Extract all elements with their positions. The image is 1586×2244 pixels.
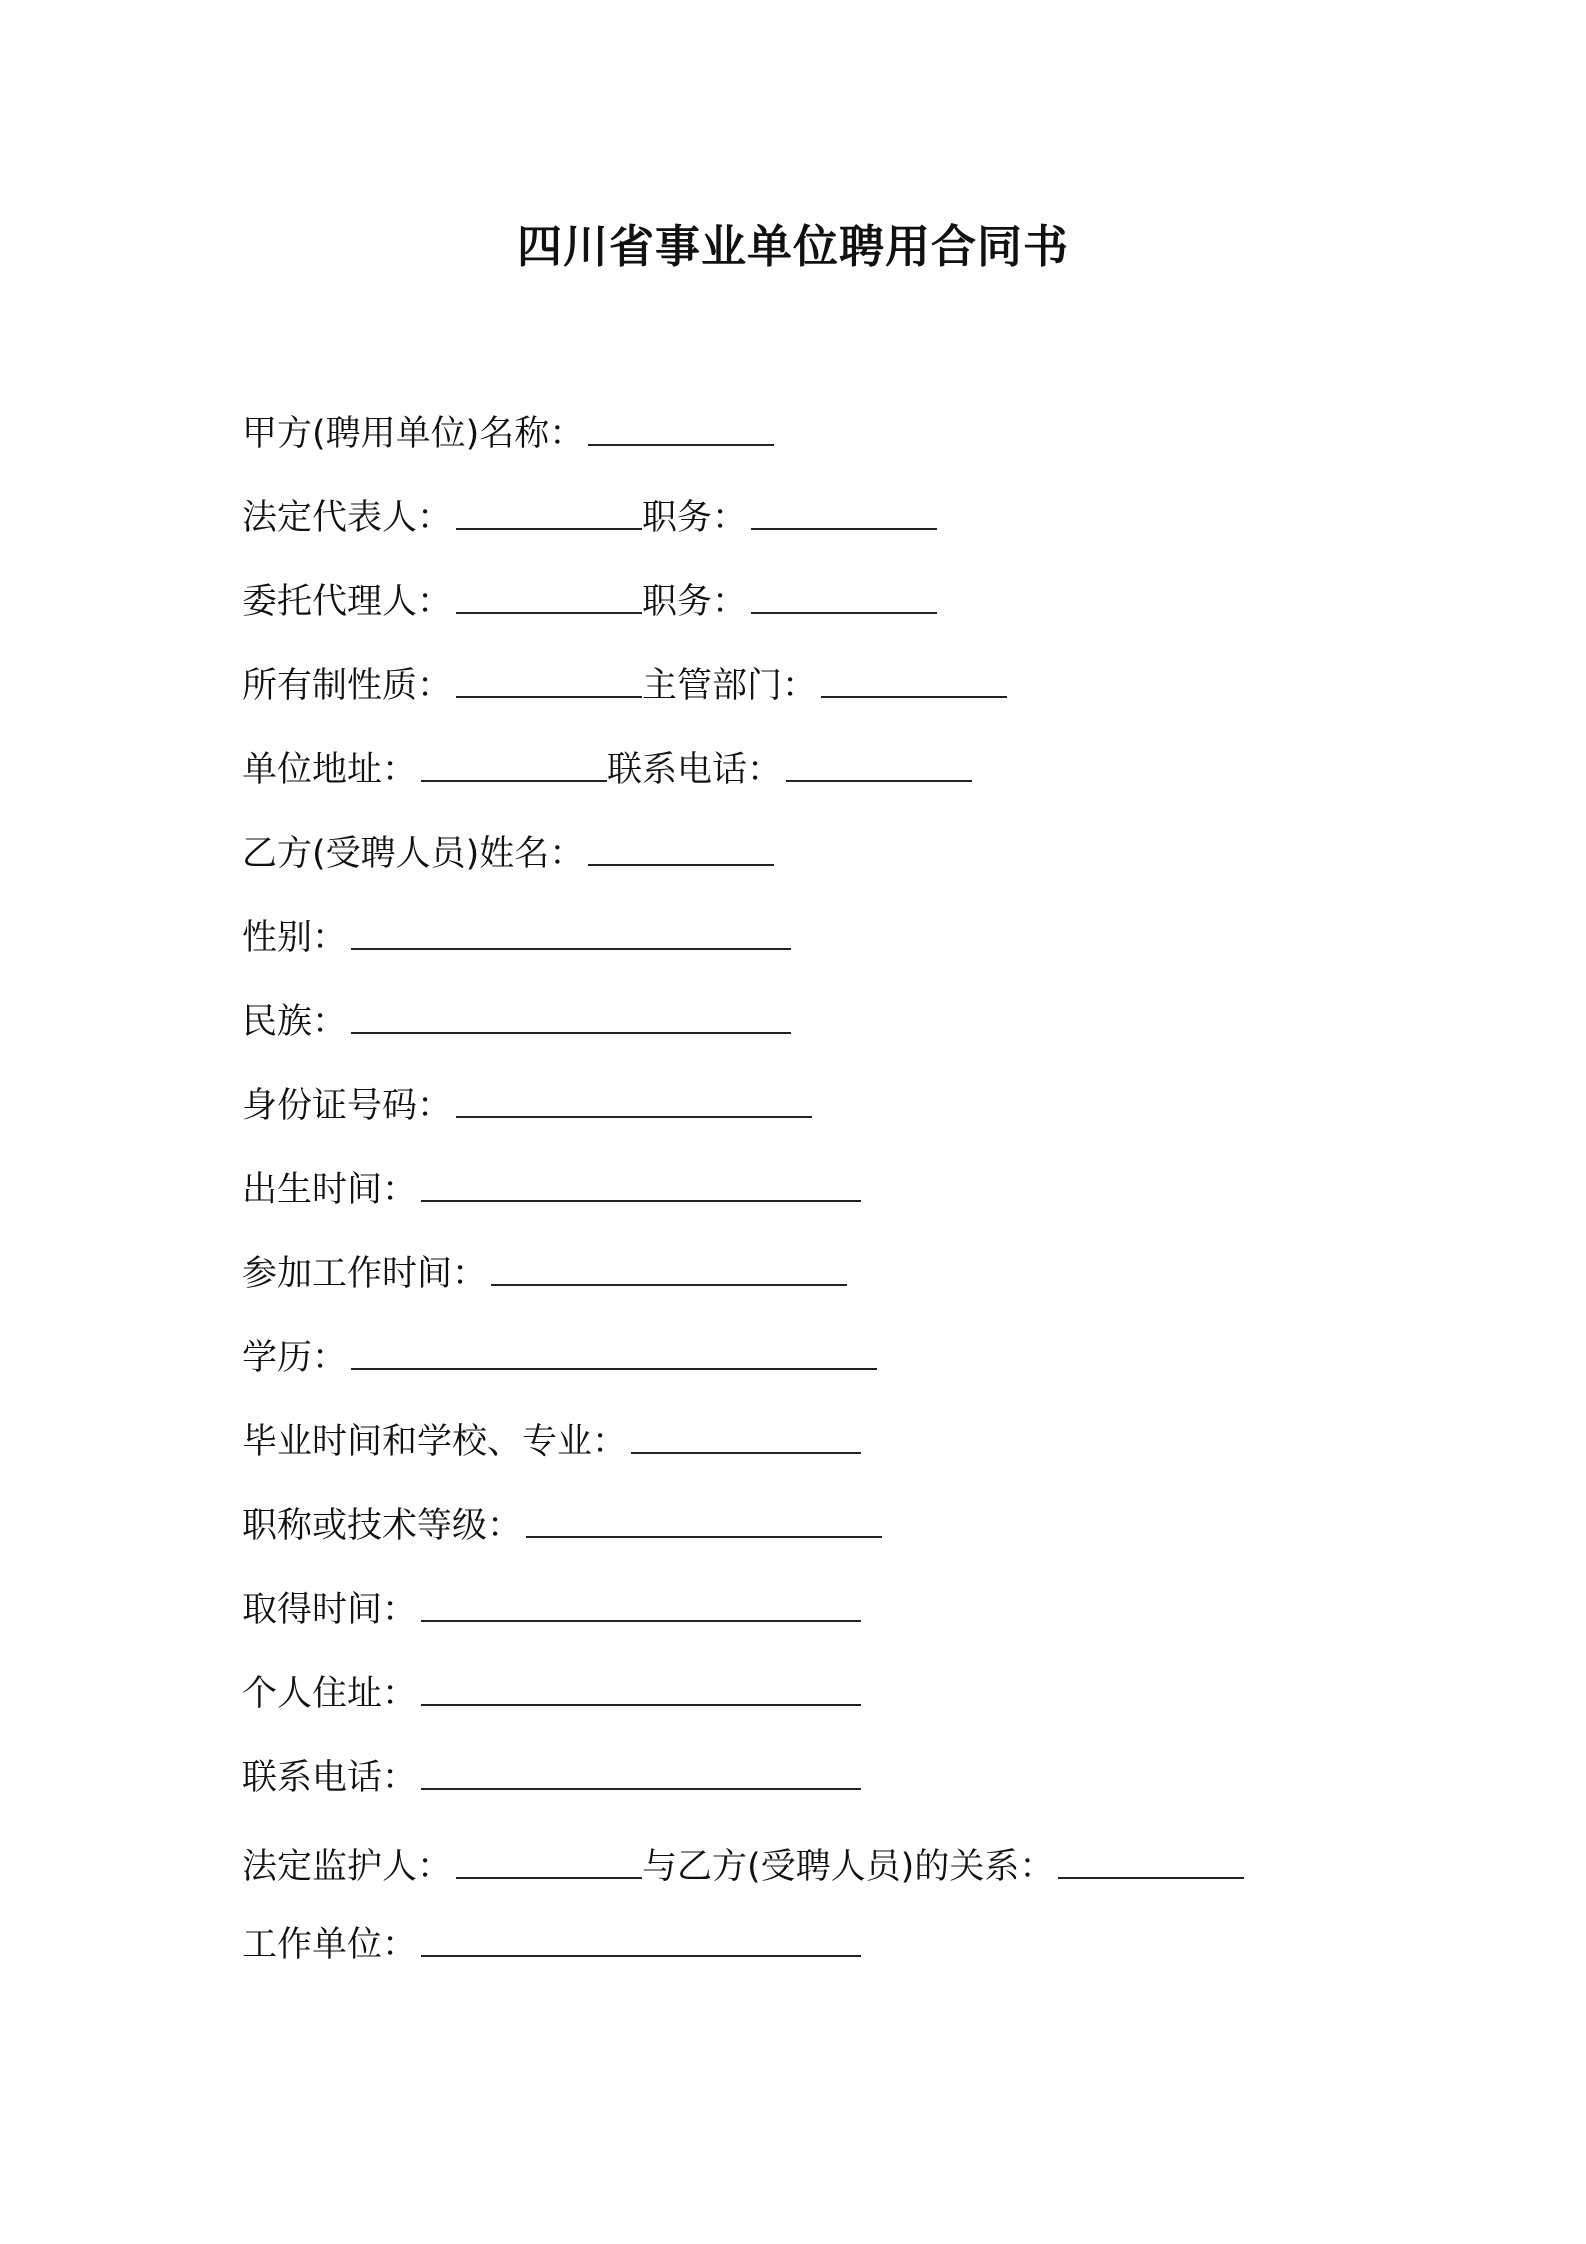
field-label: 联系电话： [242, 1758, 418, 1798]
field-id-number [242, 1082, 812, 1130]
blank-graduation[interactable] [631, 1418, 861, 1454]
field-ethnicity [242, 998, 791, 1046]
field-graduation [242, 1418, 861, 1466]
field-label: 甲方(聘用单位)名称： [242, 414, 585, 454]
blank-employer-name[interactable] [588, 410, 774, 446]
field-gender [242, 914, 791, 962]
blank-ethnicity[interactable] [351, 998, 791, 1034]
field-label: 民族： [242, 1002, 348, 1042]
field-work-start [242, 1250, 847, 1298]
blank-legal-rep[interactable] [456, 494, 642, 530]
blank-personal-phone[interactable] [421, 1754, 861, 1790]
blank-id-number[interactable] [456, 1082, 812, 1118]
field-label: 参加工作时间： [242, 1254, 488, 1294]
field-label: 性别： [242, 918, 348, 958]
field-label: 所有制性质： [242, 666, 453, 706]
blank-guardian-workplace[interactable] [421, 1921, 861, 1957]
field-label: 法定代表人： [242, 498, 453, 538]
blank-guardian[interactable] [456, 1843, 642, 1879]
blank-gender[interactable] [351, 914, 791, 950]
blank-work-start[interactable] [491, 1250, 847, 1286]
field-label: 出生时间： [242, 1170, 418, 1210]
document-title: 四川省事业单位聘用合同书 [516, 220, 1069, 273]
field-label: 职务： [642, 582, 748, 622]
blank-agent-position[interactable] [751, 578, 937, 614]
blank-obtained-time[interactable] [421, 1586, 861, 1622]
blank-legal-rep-position[interactable] [751, 494, 937, 530]
field-personal-phone [242, 1754, 861, 1802]
field-label: 取得时间： [242, 1590, 418, 1630]
field-employer-name [242, 410, 774, 458]
blank-address[interactable] [421, 746, 607, 782]
field-legal-rep [242, 494, 937, 542]
field-label: 联系电话： [607, 750, 783, 790]
blank-home-address[interactable] [421, 1670, 861, 1706]
blank-guardian-relation[interactable] [1058, 1843, 1244, 1879]
field-home-address [242, 1670, 861, 1718]
field-label: 乙方(受聘人员)姓名： [242, 834, 585, 874]
field-label: 身份证号码： [242, 1086, 453, 1126]
field-ownership [242, 662, 1007, 710]
field-employee-name [242, 830, 774, 878]
field-label: 工作单位： [242, 1925, 418, 1965]
field-label: 法定监护人： [242, 1847, 453, 1887]
blank-supervisor[interactable] [821, 662, 1007, 698]
blank-ownership[interactable] [456, 662, 642, 698]
blank-employee-name[interactable] [588, 830, 774, 866]
blank-title-grade[interactable] [526, 1502, 882, 1538]
field-obtained-time [242, 1586, 861, 1634]
field-address [242, 746, 972, 794]
blank-education[interactable] [351, 1334, 877, 1370]
field-label: 与乙方(受聘人员)的关系： [642, 1847, 1055, 1887]
field-label: 个人住址： [242, 1674, 418, 1714]
field-label: 委托代理人： [242, 582, 453, 622]
blank-unit-phone[interactable] [786, 746, 972, 782]
field-label: 单位地址： [242, 750, 418, 790]
field-label: 毕业时间和学校、专业： [242, 1422, 628, 1462]
field-label: 职务： [642, 498, 748, 538]
field-guardian-workplace [242, 1921, 861, 1969]
field-title-grade [242, 1502, 882, 1550]
blank-birth-date[interactable] [421, 1166, 861, 1202]
blank-agent[interactable] [456, 578, 642, 614]
field-label: 职称或技术等级： [242, 1506, 523, 1546]
field-birth-date [242, 1166, 861, 1214]
field-guardian [242, 1843, 1244, 1891]
field-agent [242, 578, 937, 626]
field-label: 学历： [242, 1338, 348, 1378]
field-education [242, 1334, 877, 1382]
field-label: 主管部门： [642, 666, 818, 706]
